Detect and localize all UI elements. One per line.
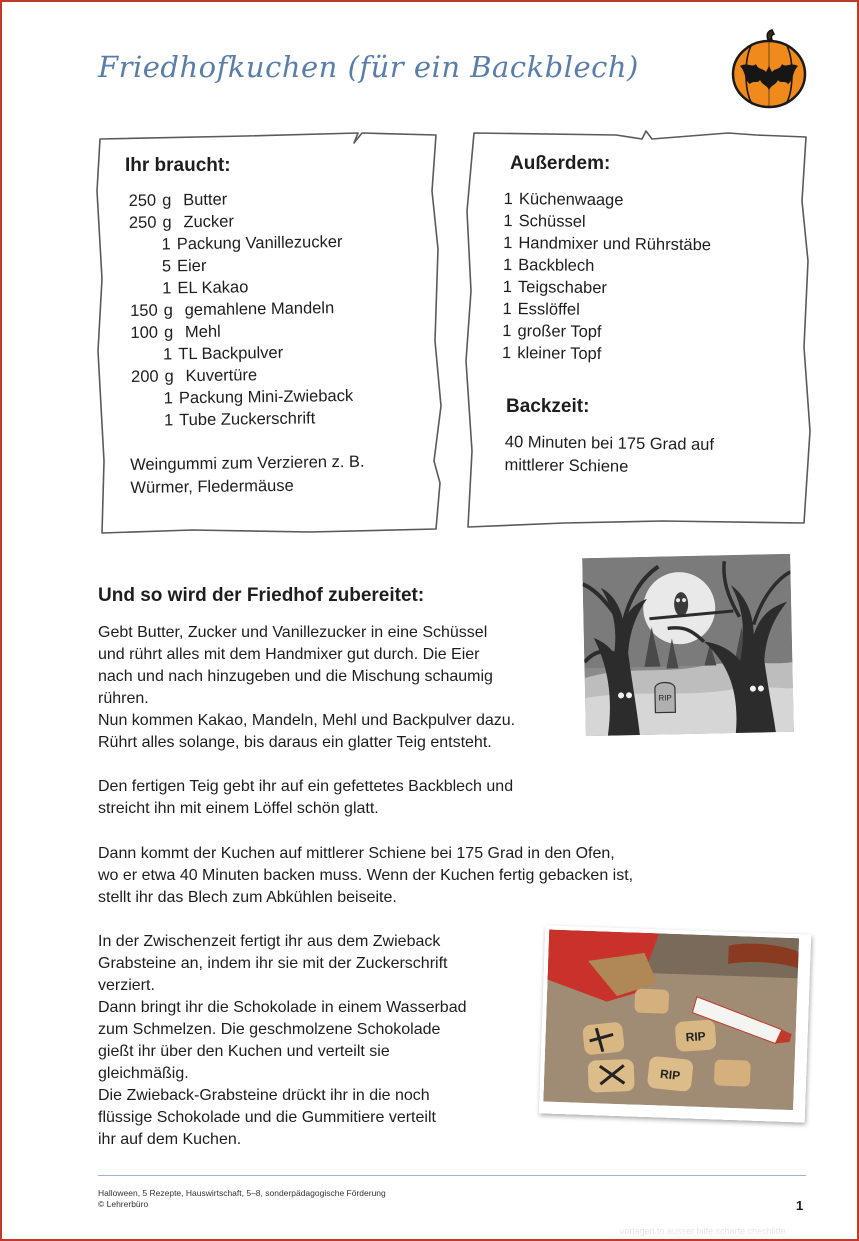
equipment-item <box>502 298 711 322</box>
graveyard-illustration <box>582 554 794 736</box>
ingredient-quantity: 250 <box>128 213 157 232</box>
footer-divider <box>98 1175 806 1176</box>
ingredient-name: Packung Mini-Zwieback <box>178 386 354 408</box>
equipment-quantity: 1 <box>503 212 513 231</box>
ingredient-name: EL Kakao <box>177 278 249 298</box>
equipment-quantity: 1 <box>502 256 513 275</box>
ingredient-quantity: 1 <box>162 345 173 364</box>
instruction-line: wo er etwa 40 Minuten backen muss. Wenn der Kuchen fertig gebacken ist, <box>98 867 634 884</box>
instruction-line: und rührt alles mit dem Handmixer gut durch. Die Eier <box>98 646 480 663</box>
footer-line-2: © Lehrerbüro <box>98 1199 149 1209</box>
ingredient-name: Zucker <box>183 212 235 232</box>
ingredient-name: Packung Vanillezucker <box>176 232 343 254</box>
instruction-line: Dann kommt der Kuchen auf mittlerer Schiene bei 175 Grad in den Ofen, <box>98 845 615 862</box>
ingredient-item <box>126 209 351 234</box>
ingredient-unit: g <box>163 323 174 342</box>
ingredient-unit: g <box>163 301 173 320</box>
instruction-line: Nun kommen Kakao, Mandeln, Mehl und Backpulver dazu. <box>98 712 516 729</box>
instruction-line: gleichmäßig. <box>98 1065 189 1082</box>
ingredient-item <box>126 187 351 212</box>
instruction-line: Dann bringt ihr die Schokolade in einem Wasserbad <box>98 999 467 1016</box>
photo-gravestone-text: RIP <box>685 1029 707 1045</box>
ingredient-name: TL Backpulver <box>178 343 284 364</box>
instruction-line: rühren. <box>98 690 149 707</box>
equipment-item <box>503 210 712 234</box>
equipment-item <box>502 254 711 278</box>
illustration-gravestone-text: RIP <box>658 693 672 703</box>
ingredient-item <box>127 275 352 300</box>
page-title: Friedhofkuchen (für ein Backblech) <box>98 50 639 84</box>
instruction-line: Gebt Butter, Zucker und Vanillezucker in eine Schüssel <box>98 624 488 641</box>
equipment-quantity: 1 <box>502 300 512 319</box>
ingredients-list <box>126 187 354 432</box>
baking-time-line: mittlerer Schiene <box>504 455 629 476</box>
instruction-line: Grabsteine an, indem ihr sie mit der Zuckerschrift <box>98 955 448 972</box>
instruction-line: nach und nach hinzugeben und die Mischung schaumig <box>98 668 493 685</box>
instruction-line: Den fertigen Teig gebt ihr auf ein gefettetes Backblech und <box>98 778 514 795</box>
page-number: 1 <box>796 1198 804 1213</box>
instruction-line: gießt ihr über den Kuchen und verteilt sie <box>98 1043 390 1060</box>
equipment-name: Schüssel <box>518 212 586 231</box>
instruction-paragraph <box>98 776 513 820</box>
instruction-line: Rührt alles solange, bis daraus ein glatter Teig entsteht. <box>98 734 492 751</box>
equipment-item <box>502 276 711 300</box>
equipment-item <box>501 342 710 366</box>
instruction-paragraph <box>98 622 515 754</box>
instruction-line: Die Zwieback-Grabsteine drückt ihr in die noch <box>98 1087 430 1104</box>
instruction-line: flüssige Schokolade und die Gummitiere verteilt <box>98 1109 436 1126</box>
ingredient-item <box>128 319 353 344</box>
ingredients-note-line: Weingummi zum Verzieren z. B. <box>130 452 365 474</box>
instruction-paragraph <box>98 931 467 1151</box>
equipment-list <box>501 188 711 366</box>
equipment-quantity: 1 <box>502 278 513 297</box>
ingredients-panel <box>96 131 442 535</box>
ingredients-note-line: Würmer, Fledermäuse <box>130 476 294 497</box>
equipment-quantity: 1 <box>502 322 512 341</box>
equipment-name: kleiner Topf <box>517 344 602 364</box>
ingredient-quantity: 1 <box>163 411 174 430</box>
ingredient-item <box>127 253 352 278</box>
watermark-text: vorlagen.to ausser hilfe scharfe chechlitte <box>620 1226 786 1236</box>
equipment-quantity: 1 <box>503 190 513 209</box>
instruction-line: In der Zwischenzeit fertigt ihr aus dem Zwieback <box>98 933 441 950</box>
equipment-name: großer Topf <box>517 322 602 342</box>
instructions-heading: Und so wird der Friedhof zubereitet: <box>98 585 425 606</box>
ingredient-unit: g <box>162 191 172 210</box>
equipment-name: Handmixer und Rührstäbe <box>518 234 712 255</box>
equipment-name: Teigschaber <box>517 278 608 298</box>
ingredient-quantity: 150 <box>130 301 158 320</box>
instruction-line: verziert. <box>98 977 155 994</box>
equipment-panel <box>466 131 811 529</box>
ingredient-quantity: 1 <box>161 235 171 254</box>
instruction-line: streicht ihn mit einem Löffel schön glatt. <box>98 800 379 817</box>
ingredient-quantity: 1 <box>163 389 174 408</box>
equipment-quantity: 1 <box>501 343 512 363</box>
instruction-line: stellt ihr das Blech zum Abkühlen beiseite. <box>98 889 397 906</box>
footer-line-1: Halloween, 5 Rezepte, Hauswirtschaft, 5–8, sonderpädagogische Förderung <box>98 1188 386 1198</box>
equipment-heading: Außerdem: <box>510 153 611 174</box>
cake-photo <box>539 925 811 1122</box>
ingredient-item <box>129 407 354 432</box>
baking-time-heading: Backzeit: <box>506 396 590 417</box>
ingredient-name: gemahlene Mandeln <box>184 299 335 320</box>
ingredient-name: Tube Zuckerschrift <box>179 409 316 430</box>
ingredients-heading: Ihr braucht: <box>125 155 231 176</box>
ingredient-item <box>127 231 352 256</box>
ingredient-quantity: 200 <box>130 367 159 386</box>
cake-photo-image <box>543 930 799 1111</box>
ingredient-quantity: 1 <box>162 279 172 298</box>
ingredient-name: Eier <box>176 256 207 276</box>
equipment-item <box>503 188 712 212</box>
instruction-paragraph <box>98 843 633 909</box>
instruction-line: ihr auf dem Kuchen. <box>98 1131 242 1148</box>
equipment-name: Küchenwaage <box>518 190 624 210</box>
baking-time-line: 40 Minuten bei 175 Grad auf <box>504 432 715 454</box>
ingredient-name: Butter <box>183 190 228 210</box>
ingredients-note <box>130 451 365 500</box>
ingredient-name: Mehl <box>184 322 221 342</box>
baking-time-text <box>504 431 714 480</box>
equipment-item <box>502 232 711 256</box>
ingredient-quantity: 250 <box>128 191 157 210</box>
pumpkin-bat-icon <box>730 28 808 110</box>
ingredient-item <box>129 385 354 410</box>
equipment-item <box>501 320 710 344</box>
equipment-name: Esslöffel <box>517 300 580 319</box>
footer-credits <box>98 1188 386 1210</box>
ingredient-quantity: 100 <box>130 323 159 342</box>
instruction-line: zum Schmelzen. Die geschmolzene Schokolade <box>98 1021 441 1038</box>
equipment-quantity: 1 <box>503 234 513 253</box>
ingredient-item <box>128 341 353 366</box>
ingredient-name: Kuvertüre <box>185 366 258 386</box>
ingredient-item <box>128 363 353 388</box>
ingredient-unit: g <box>164 367 174 386</box>
ingredient-quantity: 5 <box>161 257 172 276</box>
ingredient-unit: g <box>162 213 172 232</box>
equipment-name: Backblech <box>518 256 595 275</box>
ingredient-item <box>128 297 353 322</box>
photo-gravestone-text: RIP <box>659 1066 681 1083</box>
